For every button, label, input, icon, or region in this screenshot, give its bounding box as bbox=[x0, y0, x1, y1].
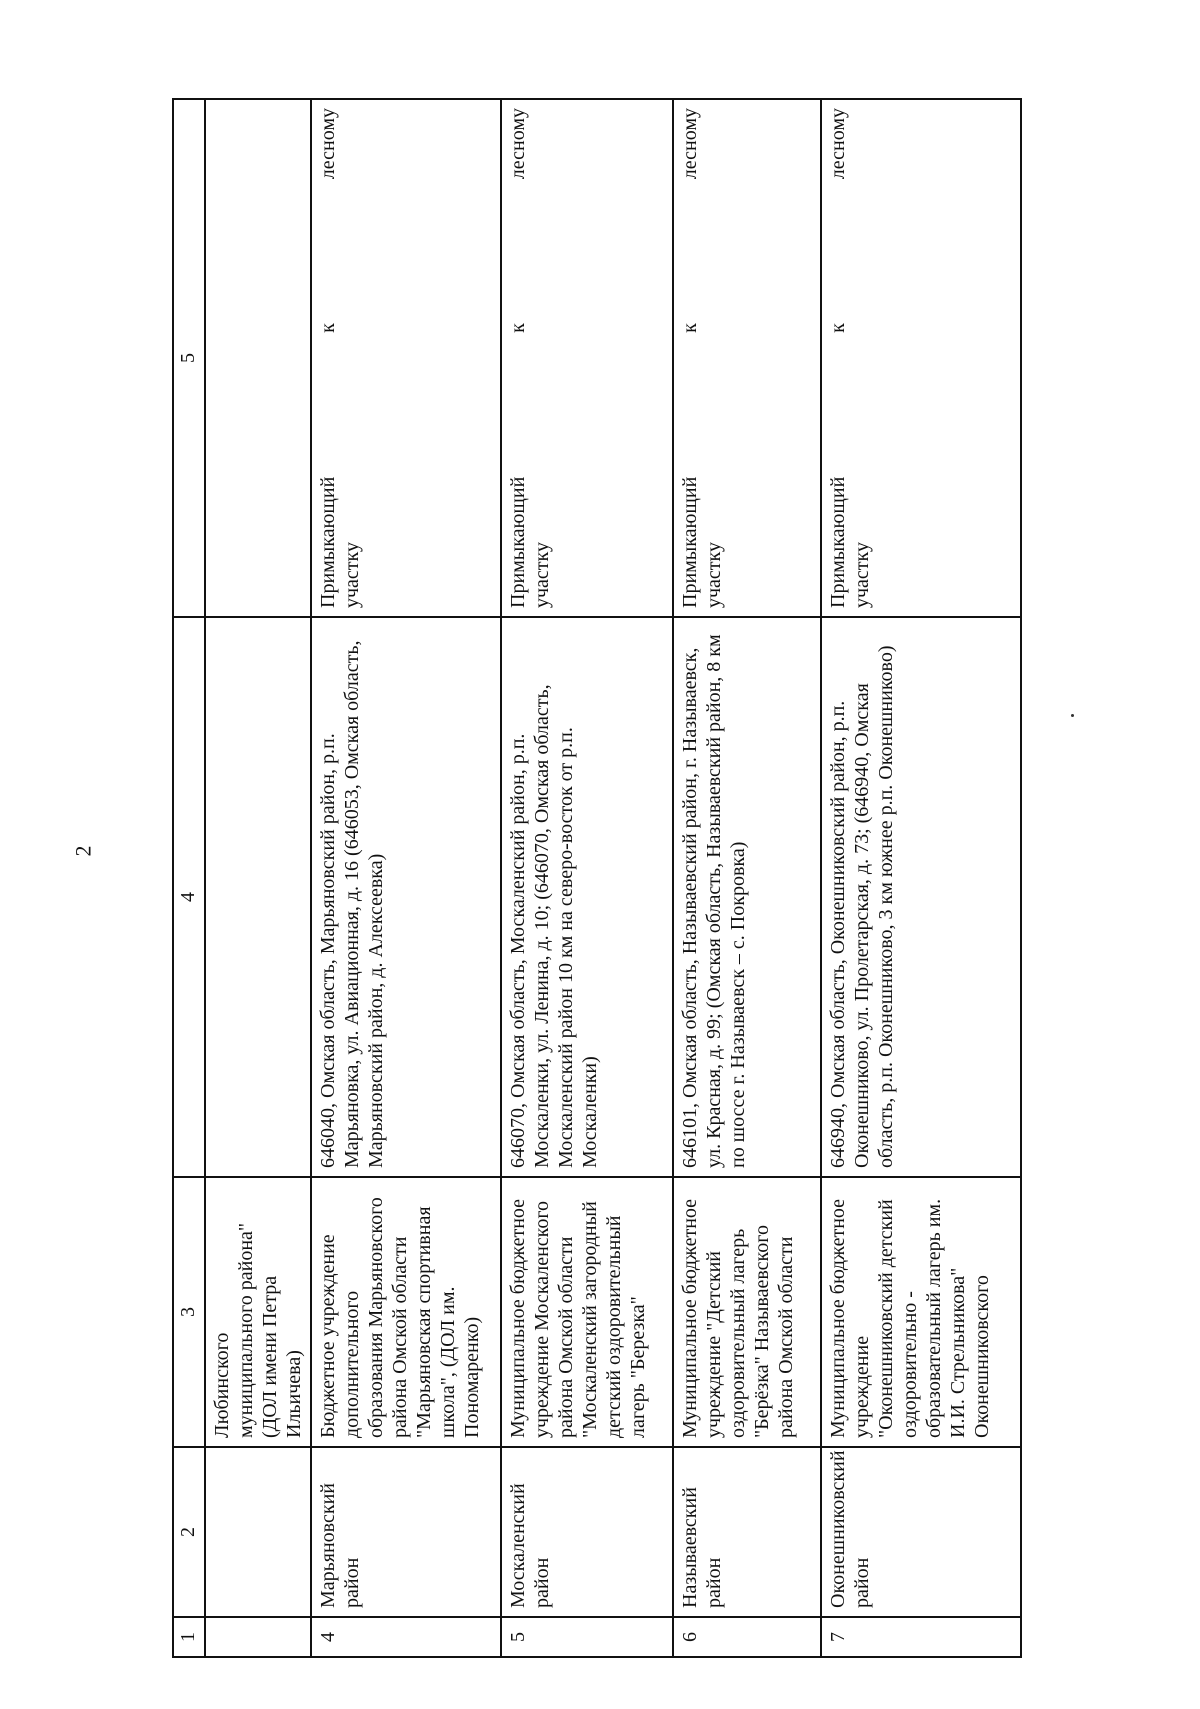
organization-name: Муниципальное бюджетное учреждение "Детский оздоровительный лагерь "Берёзка" Называевского района Омской области bbox=[673, 1177, 821, 1447]
table-row bbox=[311, 99, 501, 1657]
adjacency-word-3: лесному bbox=[679, 108, 701, 180]
adjacency bbox=[821, 99, 1021, 617]
district-name: Оконешниковский район bbox=[821, 1447, 1021, 1617]
address: 646040, Омская область, Марьяновский район, р.п. Марьяновка, ул. Авиационная, д. 16 (646053, Омская область, Марьяновский район, д. Алексеевка) bbox=[311, 617, 501, 1177]
adjacency-word-2: к bbox=[827, 323, 849, 333]
header-row bbox=[173, 99, 205, 1657]
row-number: 6 bbox=[673, 1617, 821, 1657]
address: 646101, Омская область, Называевский район, г. Называевск, ул. Красная, д. 99; (Омская область, Называевский район, 8 км по шоссе г. Называевск – с. Покровка) bbox=[673, 617, 821, 1177]
row-number: 4 bbox=[311, 1617, 501, 1657]
rotated-table-canvas bbox=[172, 100, 1181, 1658]
adjacency bbox=[311, 99, 501, 617]
adjacency-word-3: лесному bbox=[317, 108, 339, 180]
continuation-row bbox=[205, 99, 311, 1657]
adjacency bbox=[673, 99, 821, 617]
cell-num-empty bbox=[205, 1617, 311, 1657]
header-col-4: 4 bbox=[173, 617, 205, 1177]
adjacency-word-1: Примыкающий bbox=[317, 476, 339, 608]
cell-district-empty bbox=[205, 1447, 311, 1617]
cell-address-empty bbox=[205, 617, 311, 1177]
organization-name: Муниципальное бюджетное учреждение "Оконешниковский детский оздоровительно - образовательный лагерь им. И.И. Стрельникова" Оконешниковского bbox=[821, 1177, 1021, 1447]
table-row bbox=[501, 99, 673, 1657]
adjacency-word-1: Примыкающий bbox=[507, 476, 529, 608]
organization-name: Муниципальное бюджетное учреждение Москаленского района Омской области "Москаленский загородный детский оздоровительный лагерь "Березка" bbox=[501, 1177, 673, 1447]
cell-adjacency-empty bbox=[205, 99, 311, 617]
adjacency-word-3: лесному bbox=[507, 108, 529, 180]
row-number: 7 bbox=[821, 1617, 1021, 1657]
header-col-2: 2 bbox=[173, 1447, 205, 1617]
district-name: Марьяновский район bbox=[311, 1447, 501, 1617]
address: 646070, Омская область, Москаленский район, р.п. Москаленки, ул. Ленина, д. 10; (646070, Омская область, Москаленский район 10 км на северо-восток от р.п. Москаленки) bbox=[501, 617, 673, 1177]
header-col-1: 1 bbox=[173, 1617, 205, 1657]
lagers-table bbox=[172, 98, 1022, 1658]
adjacency-word-4: участку bbox=[851, 542, 873, 608]
row-number: 5 bbox=[501, 1617, 673, 1657]
adjacency-word-1: Примыкающий bbox=[827, 476, 849, 608]
adjacency bbox=[501, 99, 673, 617]
adjacency-word-3: лесному bbox=[827, 108, 849, 180]
adjacency-word-2: к bbox=[679, 323, 701, 333]
district-name: Называевский район bbox=[673, 1447, 821, 1617]
table-row bbox=[821, 99, 1021, 1657]
adjacency-word-4: участку bbox=[703, 542, 725, 608]
adjacency-word-2: к bbox=[507, 323, 529, 333]
adjacency-word-1: Примыкающий bbox=[679, 476, 701, 608]
organization-name: Бюджетное учреждение дополнительного образования Марьяновского района Омской области "Марьяновская спортивная школа", (ДОЛ им. Пономаренко) bbox=[311, 1177, 501, 1447]
adjacency-word-2: к bbox=[317, 323, 339, 333]
adjacency-word-4: участку bbox=[341, 542, 363, 608]
rotated-table-wrapper bbox=[172, 100, 1181, 1658]
page-number: 2 bbox=[70, 845, 96, 857]
address: 646940, Омская область, Оконешниковский район, р.п. Оконешниково, ул. Пролетарская, д. 73; (646940, Омская область, р.п. Оконешниково, 3 км южнее р.п. Оконешниково) bbox=[821, 617, 1021, 1177]
adjacency-word-4: участку bbox=[531, 542, 553, 608]
header-col-5: 5 bbox=[173, 99, 205, 617]
header-col-3: 3 bbox=[173, 1177, 205, 1447]
cell-org-continuation: Любинского муниципального района" (ДОЛ имени Петра Ильичева) bbox=[205, 1177, 311, 1447]
table-row bbox=[673, 99, 821, 1657]
district-name: Москаленский район bbox=[501, 1447, 673, 1617]
